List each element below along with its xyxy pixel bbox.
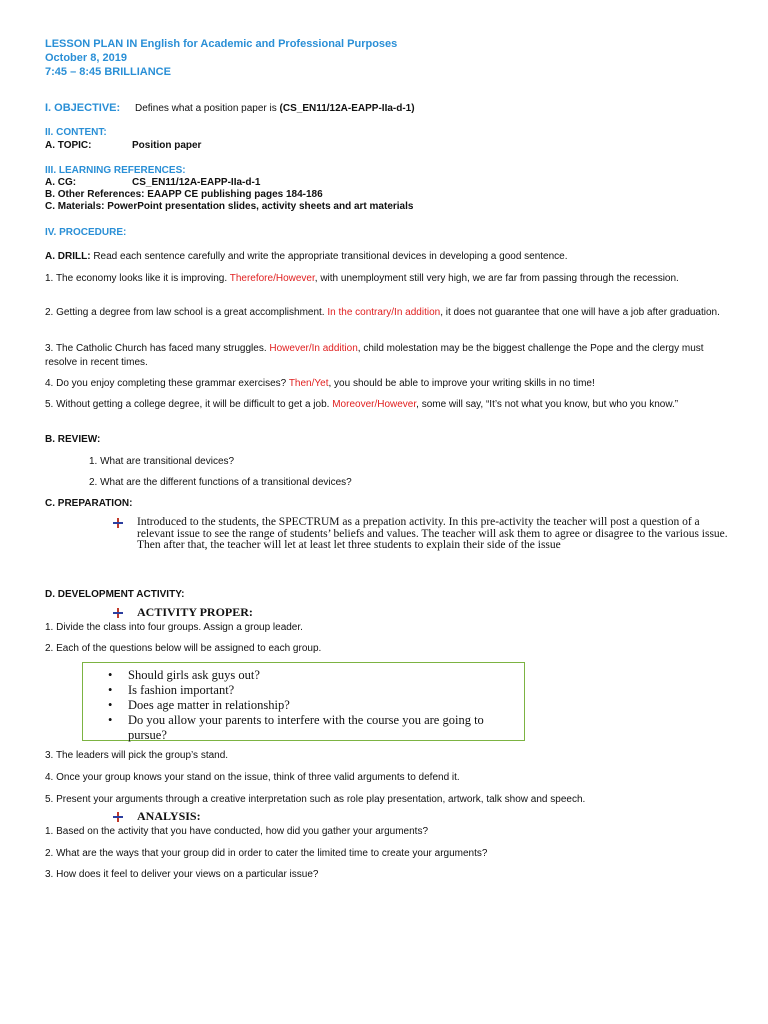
step-item: 5. Present your arguments through a creative interpretation such as role play presentation, artwork, talk show and speech. [45,794,586,805]
preparation-text: Introduced to the students, the SPECTRUM as a prepation activity. In this pre-activity the teacher will post a question of a relevant issue to see the range of students’ beliefs and values. The teacher will ask them to agree or disagree to the various issue. Then after that, the teacher will let at least let three students to explain their side of the issue [137,516,728,551]
topic-label: A. TOPIC: [45,140,92,151]
references-label: III. LEARNING REFERENCES: [45,165,186,176]
preparation-label: C. PREPARATION: [45,498,133,509]
drill-item-text: 4. Do you enjoy completing these grammar exercises? [45,378,289,389]
analysis-item: 3. How does it feel to deliver your views on a particular issue? [45,869,319,880]
analysis-item: 2. What are the ways that your group did in order to cater the limited time to create your arguments? [45,848,488,859]
lesson-date: October 8, 2019 [45,52,127,64]
drill-item-text: , some will say, “It’s not what you know, but who you know.” [416,399,679,410]
objective-label: I. OBJECTIVE: [45,102,121,114]
topic-row [45,139,728,153]
other-references: B. Other References: EAAPP CE publishing pages 184-186 [45,189,323,200]
topic-value: Position paper [132,140,202,151]
objective-code: (CS_EN11/12A-EAPP-IIa-d-1) [279,103,415,114]
question-item: • Does age matter in relationship? [108,698,524,713]
review-item: 2. What are the different functions of a transitional devices? [89,477,352,488]
procedure-label: IV. PROCEDURE: [45,227,127,238]
drill-text: Read each sentence carefully and write the appropriate transitional devices in developing a good sentence. [90,251,568,262]
objective-text: Defines what a position paper is [135,103,280,114]
cg-label: A. CG: [45,177,77,188]
step-item: 1. Divide the class into four groups. Assign a group leader. [45,622,303,633]
step-item: 4. Once your group knows your stand on the issue, think of three valid arguments to defend it. [45,772,460,783]
drill-answer: Therefore/However [229,273,315,284]
drill-item-text: , child molestation may be the biggest challenge the Pope and the clergy must resolve in recent times. [45,343,704,368]
drill-item [45,342,728,369]
preparation-item [113,517,728,552]
plus-bullet-icon [113,608,123,618]
question-item: • Is fashion important? [108,683,524,698]
drill-item [45,398,728,412]
drill-instruction [45,250,728,264]
materials: C. Materials: PowerPoint presentation slides, activity sheets and art materials [45,201,414,212]
development-label: D. DEVELOPMENT ACTIVITY: [45,589,185,600]
drill-item-text: 5. Without getting a college degree, it will be difficult to get a job. [45,399,333,410]
questions-box [82,662,525,741]
drill-item-text: 2. Getting a degree from law school is a great accomplishment. [45,307,328,318]
review-label: B. REVIEW: [45,434,101,445]
objective-row [45,101,728,116]
drill-answer: In the contrary/In addition [327,307,441,318]
lesson-title: LESSON PLAN IN English for Academic and Professional Purposes [45,38,398,50]
analysis-item: 1. Based on the activity that you have conducted, how did you gather your arguments? [45,826,429,837]
drill-item [45,306,728,320]
drill-label: A. DRILL: [45,251,91,262]
drill-item [45,377,728,391]
drill-answer: Then/Yet [288,378,329,389]
drill-answer: Moreover/However [332,399,417,410]
step-item: 2. Each of the questions below will be assigned to each group. [45,643,322,654]
cg-value: CS_EN11/12A-EAPP-IIa-d-1 [132,177,261,188]
drill-item-text: , you should be able to improve your writing skills in no time! [328,378,595,389]
drill-item-text: 1. The economy looks like it is improving. [45,273,230,284]
drill-item-text: , with unemployment still very high, we are far from passing through the recession. [314,273,679,284]
lesson-time-section: 7:45 – 8:45 BRILLIANCE [45,66,171,78]
activity-proper-heading [113,606,728,621]
analysis-label: ANALYSIS: [137,809,201,823]
content-label: II. CONTENT: [45,127,107,138]
analysis-heading [113,810,728,825]
plus-bullet-icon [113,518,123,528]
review-item: 1. What are transitional devices? [89,456,235,467]
activity-proper-label: ACTIVITY PROPER: [137,605,253,619]
questions-list [108,668,524,743]
question-item: • Should girls ask guys out? [108,668,524,683]
drill-item [45,272,728,286]
question-item: • Do you allow your parents to interfere with the course you are going to pursue? [108,713,524,743]
drill-item-text: 3. The Catholic Church has faced many struggles. [45,343,270,354]
drill-answer: However/In addition [269,343,358,354]
step-item: 3. The leaders will pick the group’s stand. [45,750,229,761]
plus-bullet-icon [113,812,123,822]
drill-item-text: , it does not guarantee that one will have a job after graduation. [440,307,720,318]
